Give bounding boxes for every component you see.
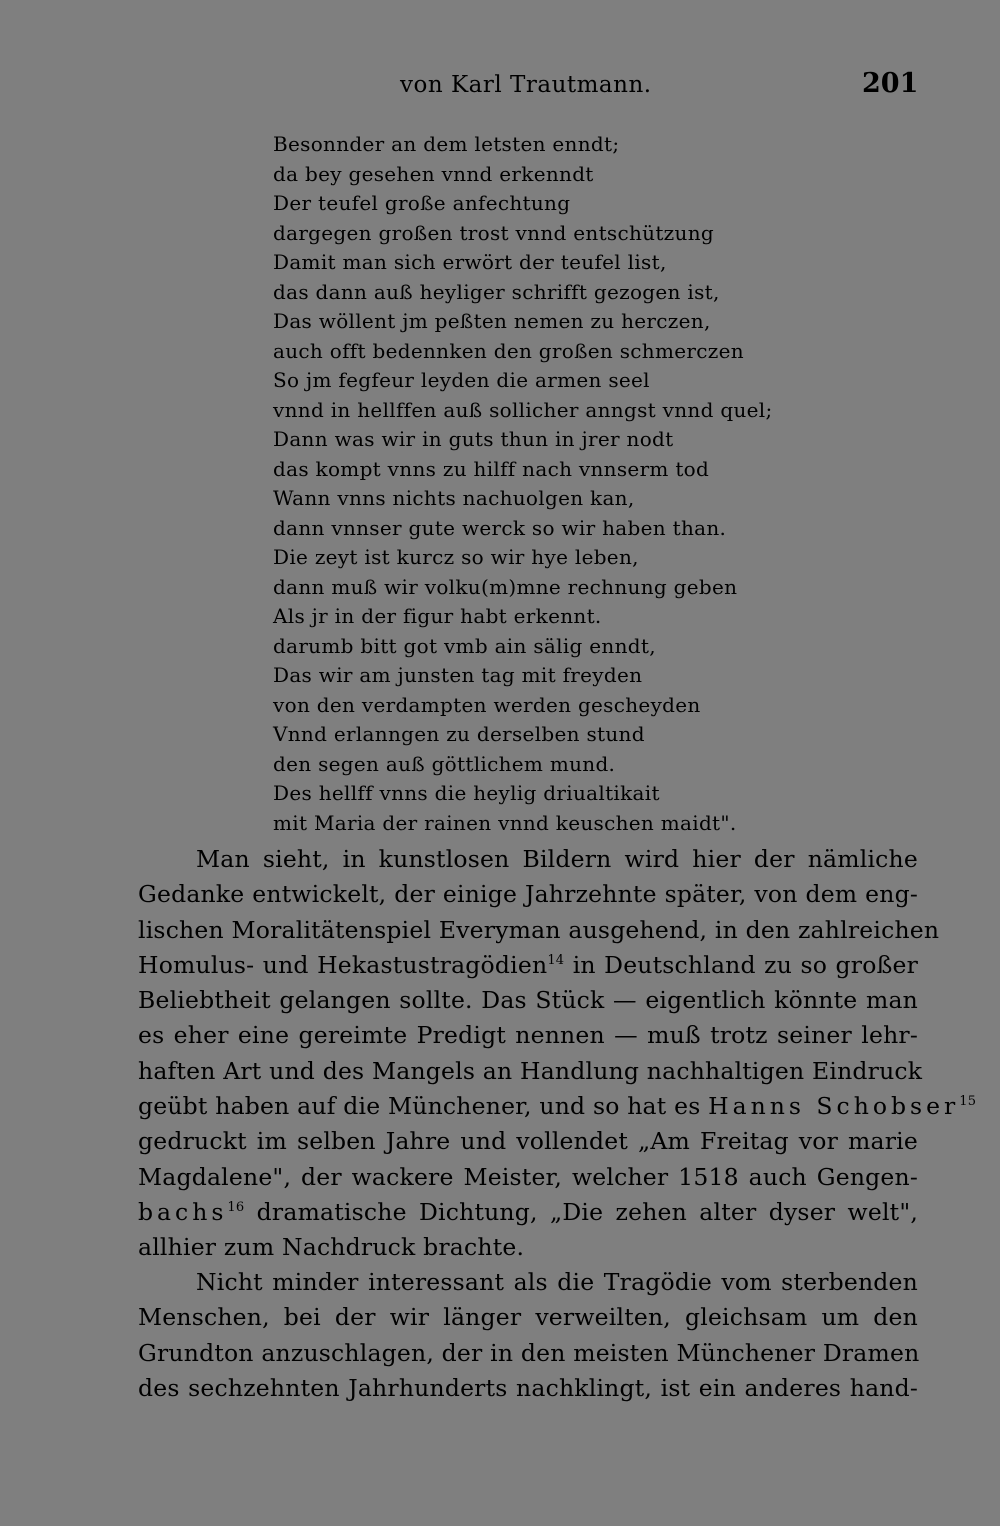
- verse-line: Als jr in der figur habt erkennt.: [273, 604, 602, 628]
- footnote-ref-15: 15: [959, 1094, 977, 1110]
- line-text: dramatische Dichtung, „Die zehen alter dyser welt",: [244, 1197, 918, 1226]
- line-text: Homulus- und Hekastustragödien: [138, 950, 548, 979]
- paragraph-line: allhier zum Nachdruck brachte.: [138, 1233, 525, 1262]
- verse-line: Das wöllent jm peßten nemen zu herczen,: [273, 309, 711, 333]
- footnote-ref-14: 14: [547, 953, 565, 969]
- paragraph-line: Magdalene", der wackere Meister, welcher 1518 auch Gengen-: [138, 1162, 918, 1191]
- paragraph-2: [138, 1265, 918, 1406]
- paragraph-line: Menschen, bei der wir länger verweilten, gleichsam um den: [138, 1303, 918, 1332]
- author-name: bachs: [138, 1197, 228, 1226]
- paragraph-line: gedruckt im selben Jahre und vollendet „Am Freitag vor marie: [138, 1127, 918, 1156]
- paragraph-line: [138, 1195, 918, 1230]
- running-title: von Karl Trautmann.: [400, 72, 652, 98]
- paragraph-line: es eher eine gereimte Predigt nennen — muß trotz seiner lehr-: [138, 1021, 918, 1050]
- verse-line: da bey gesehen vnnd erkenndt: [273, 161, 594, 186]
- paragraph-1: [138, 842, 977, 1266]
- verse-line: Die zeyt ist kurcz so wir hye leben,: [273, 545, 639, 569]
- verse-line: vnnd in hellffen auß sollicher anngst vnnd quel;: [273, 397, 773, 422]
- verse-block: [273, 130, 833, 838]
- line-text: in Deutschland zu so großer: [564, 950, 919, 979]
- line-text: geübt haben auf die Münchener, und so hat es: [138, 1092, 709, 1121]
- paragraph-line: Gedanke entwickelt, der einige Jahrzehnte später, von dem eng-: [138, 880, 918, 909]
- paragraph-line: [138, 948, 918, 983]
- verse-line: dann vnnser gute werck so wir haben than.: [273, 515, 727, 540]
- verse-line: Dann was wir in guts thun in jrer nodt: [273, 427, 674, 451]
- verse-line: das dann auß heyliger schrifft gezogen ist,: [273, 279, 720, 304]
- verse-line: Wann vnns nichts nachuolgen kan,: [273, 486, 635, 510]
- verse-line: Besonnder an dem letsten enndt;: [273, 132, 620, 156]
- paragraph-line: lischen Moralitätenspiel Everyman ausgehend, in den zahlreichen: [138, 915, 940, 944]
- verse-line: Der teufel große anfechtung: [273, 191, 571, 215]
- verse-line: Das wir am junsten tag mit freyden: [273, 663, 643, 687]
- page-number: 201: [862, 68, 919, 99]
- paragraph-line: Man sieht, in kunstlosen Bildern wird hier der nämliche: [196, 845, 918, 873]
- verse-line: dann muß wir volku(m)mne rechnung geben: [273, 574, 738, 599]
- verse-line: mit Maria der rainen vnnd keuschen maidt".: [273, 810, 737, 835]
- verse-line: darumb bitt got vmb ain sälig enndt,: [273, 633, 656, 658]
- paragraph-line: Grundton anzuschlagen, der in den meisten Münchener Dramen: [138, 1338, 920, 1367]
- verse-line: auch offt bedennken den großen schmerczen: [273, 338, 744, 363]
- paragraph-line: [138, 1089, 977, 1124]
- printer-name: Hanns Schobser: [708, 1092, 960, 1121]
- verse-line: Vnnd erlanngen zu derselben stund: [273, 722, 645, 746]
- verse-line: dargegen großen trost vnnd entschützung: [273, 220, 714, 245]
- paragraph-line: Beliebtheit gelangen sollte. Das Stück — eigentlich könnte man: [138, 986, 918, 1015]
- paragraph-line: des sechzehnten Jahrhunderts nachklingt, ist ein anderes hand-: [138, 1373, 918, 1402]
- paragraph-line: Nicht minder interessant als die Tragödie vom sterbenden: [196, 1268, 918, 1296]
- verse-line: von den verdampten werden gescheyden: [273, 692, 701, 717]
- verse-line: So jm fegfeur leyden die armen seel: [273, 368, 650, 392]
- verse-line: Des hellff vnns die heylig driualtikait: [273, 781, 660, 805]
- paragraph-line: haften Art und des Mangels an Handlung nachhaltigen Eindruck: [138, 1056, 923, 1085]
- verse-line: das kompt vnns zu hilff nach vnnserm tod: [273, 456, 710, 481]
- footnote-ref-16: 16: [227, 1200, 245, 1216]
- verse-line: den segen auß göttlichem mund.: [273, 751, 616, 776]
- verse-line: Damit man sich erwört der teufel list,: [273, 250, 667, 274]
